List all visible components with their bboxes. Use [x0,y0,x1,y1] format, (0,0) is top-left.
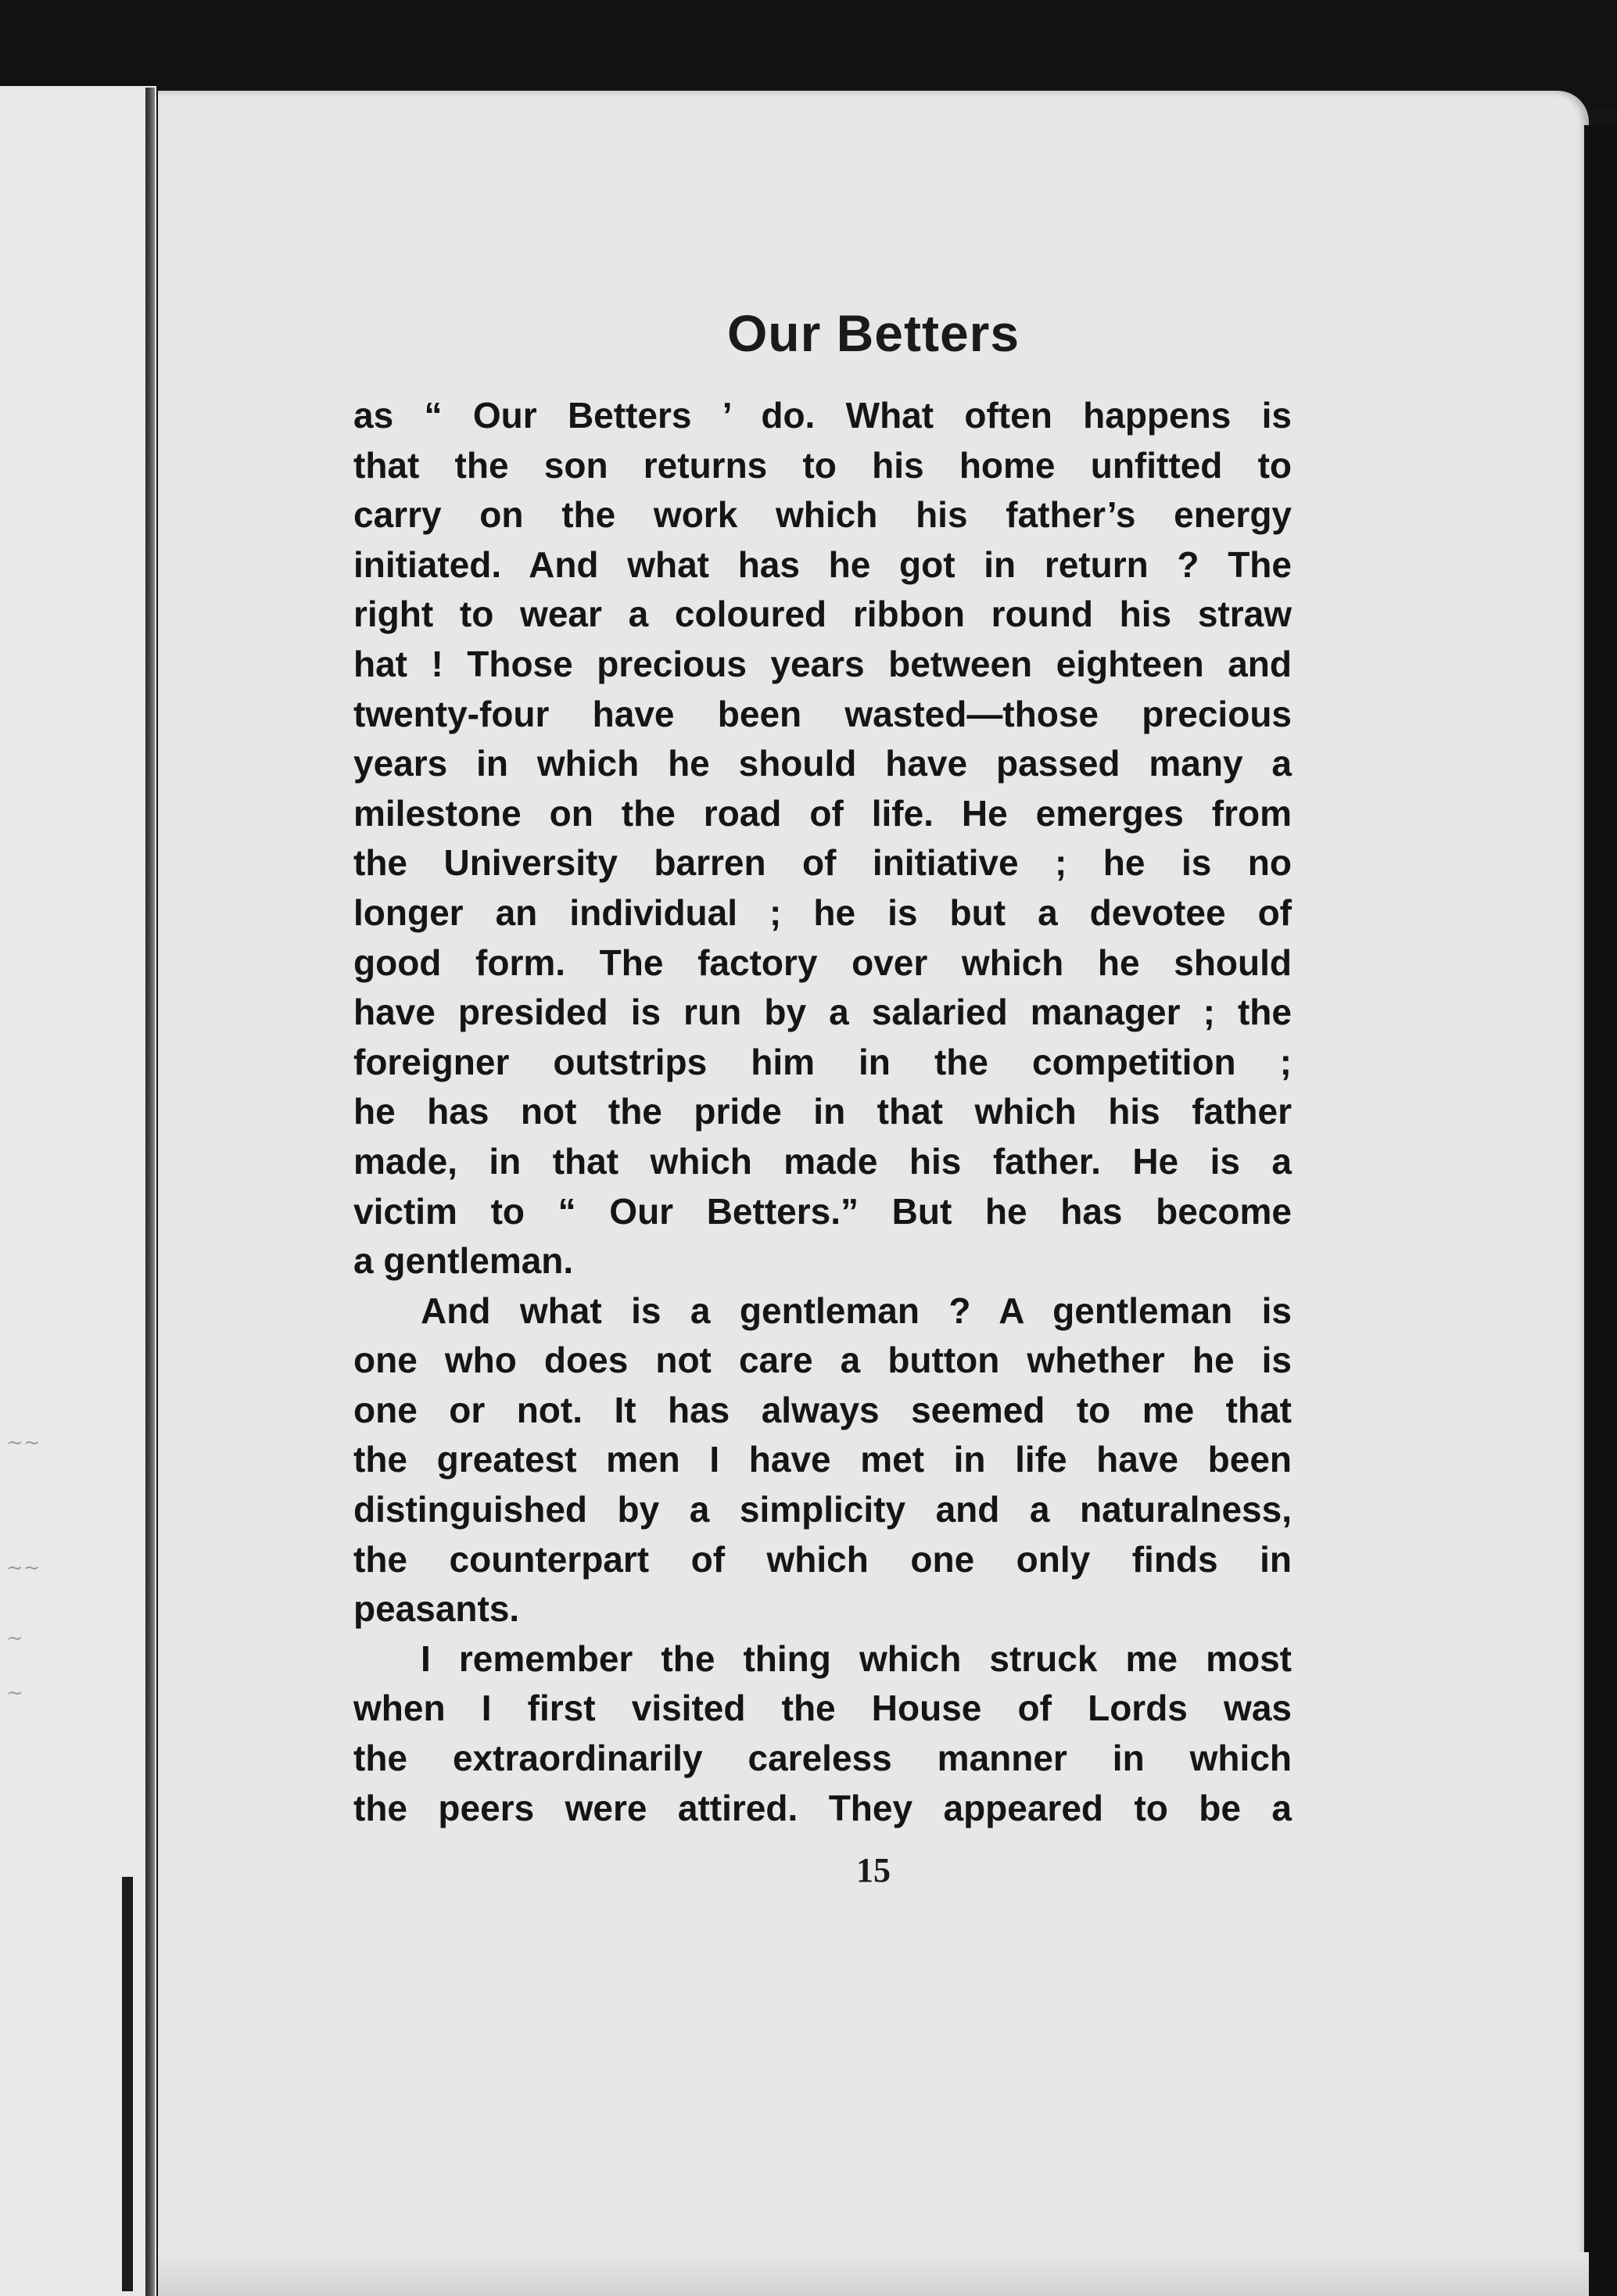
text-line: distinguished by a simplicity and a naturalness, [353,1489,1292,1530]
text-line: good form. The factory over which he should [353,942,1292,983]
text-line: And what is a gentleman ? A gentleman is [421,1290,1292,1331]
text-line: I remember the thing which struck me most [421,1638,1292,1679]
text-line: the peers were attired. They appeared to be a [353,1787,1292,1828]
text-line: longer an individual ; he is but a devotee of [353,891,1292,933]
text-line: foreigner outstrips him in the competition ; [353,1041,1292,1082]
text-line: milestone on the road of life. He emerges from [353,792,1292,834]
text-line: have presided is run by a salaried manager ; the [353,992,1292,1033]
text-line: hat ! Those precious years between eighteen and [353,643,1292,684]
text-line: twenty-four have been wasted—those precious [353,693,1292,734]
page-number: 15 [856,1851,891,1889]
text-line: carry on the work which his father’s energy [353,494,1292,536]
text-line: one who does not care a button whether he is [353,1340,1292,1381]
text-line: the University barren of initiative ; he is no [353,842,1292,884]
marginalia-scribble: ~~ [6,1556,41,1580]
text-line: initiated. And what has he got in return ? The [353,544,1292,585]
page-bottom-shade [158,2252,1589,2296]
running-title: Our Betters [726,304,1020,362]
text-line: that the son returns to his home unfitted to [353,444,1292,486]
marginalia-scribble: ~ [6,1627,23,1650]
page-gutter-shadow [145,88,155,2296]
text-line: the counterpart of which one only finds in [353,1538,1292,1580]
text-line: right to wear a coloured ribbon round his straw [353,594,1292,635]
text-line: when I first visited the House of Lords was [353,1688,1292,1729]
text-line: made, in that which made his father. He is a [353,1140,1292,1182]
text-line: the extraordinarily careless manner in which [353,1738,1292,1779]
text-line: peasants. [353,1588,520,1630]
text-line: one or not. It has always seemed to me that [353,1389,1292,1430]
page-gutter-shadow-lower [122,1877,133,2291]
text-line: he has not the pride in that which his father [353,1091,1292,1132]
text-line: as “ Our Betters ’ do. What often happens is [353,395,1292,436]
body-text [353,391,1292,1833]
marginalia-scribble: ~ [6,1681,23,1705]
text-line: victim to “ Our Betters.” But he has become [353,1190,1292,1232]
text-line: the greatest men I have met in life have been [353,1439,1292,1480]
scan-right-edge [1584,125,1617,2296]
previous-page-strip [0,86,156,2296]
text-line: a gentleman. [353,1240,574,1282]
text-line: years in which he should have passed many a [353,743,1292,784]
marginalia-scribble: ~~ [6,1431,41,1455]
